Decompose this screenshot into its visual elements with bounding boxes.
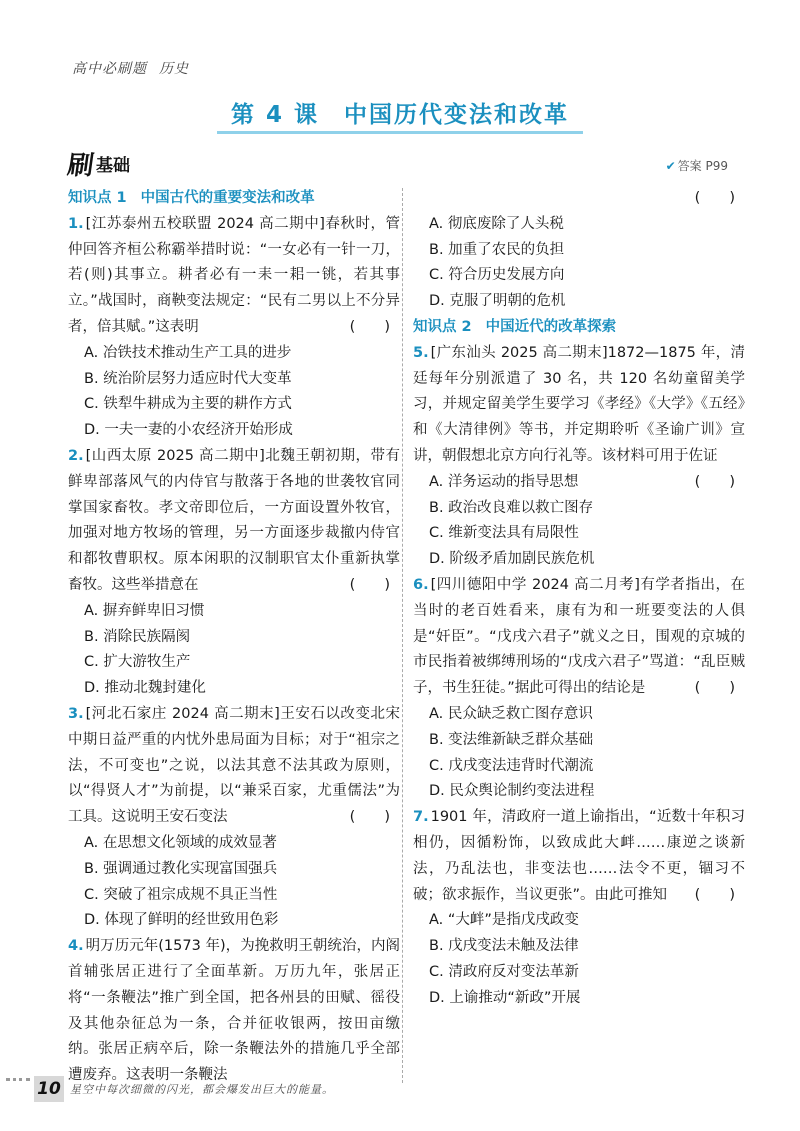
question-3 (68, 702, 400, 934)
question-text: 明万历元年(1573 年)，为挽救明王朝统治，内阁首辅张居正进行了全面革新。万历九年，张居正将“一条鞭法”推广到全国，把各州县的田赋、徭役及其他杂征总为一条，合并征收银两，按田亩缴纳。张居正病卒后，除一条鞭法外的措施几乎全部遭废弃。这表明一条鞭法 (68, 938, 400, 1084)
question-6 (413, 573, 745, 805)
check-icon: ✔ (665, 159, 676, 173)
option-b: B. 统治阶层努力适应时代大变革 (84, 370, 292, 387)
question-source: 四川德阳中学 2024 高二月考 (436, 576, 635, 593)
knowledge-point-1 (68, 186, 400, 212)
lesson-title (0, 96, 800, 134)
option-d: D. 民众舆论制约变法进程 (429, 783, 595, 800)
option-a: A. 彻底废除了人头税 (429, 215, 564, 232)
option-a: A. 洋务运动的指导思想 (429, 473, 579, 490)
kp-number: 知识点 2 (413, 318, 472, 335)
question-stem (68, 934, 400, 1089)
question-number: 1. (68, 215, 84, 232)
option-b: B. 戊戌变法未触及法律 (429, 938, 579, 955)
option-b: B. 政治改良难以救亡图存 (429, 499, 594, 516)
book-name: 高中必刷题 (72, 61, 147, 77)
option-a: A. 冶铁技术推动生产工具的进步 (84, 344, 292, 361)
knowledge-point-2 (413, 315, 745, 341)
option-d: D. 克服了明朝的危机 (429, 293, 566, 310)
kp-title: 中国古代的重要变法和改革 (140, 190, 315, 206)
option-d: D. 阶级矛盾加剧民族危机 (429, 551, 595, 568)
option-d: D. 推动北魏封建化 (84, 680, 206, 697)
question-number: 6. (413, 576, 429, 593)
running-head (72, 58, 201, 78)
question-text: 王安石以改变北宋中期日益严重的内忧外患局面为目标；对于“祖宗之法，不可变也”之说，以法其意不法其政为原则，以“得贤人才”为前提，以“兼采百家，尤重儒法”为工具。这说明王安石变法 (68, 705, 400, 826)
answer-bracket: ( ) (694, 473, 735, 490)
option-c: C. 突破了祖宗成规不具正当性 (84, 886, 278, 903)
question-text: 有学者指出，在当时的老百姓看来，康有为和一班要变法的人俱是“奸臣”。“戊戌六君子”就义之日，围观的京城的市民指着被绑缚刑场的“戊戌六君子”骂道：“乱臣贼子，书生狂徒。”据此可得出的结论是 (413, 576, 746, 697)
option-a: A. “大衅”是指戊戌政变 (429, 912, 579, 929)
left-column (68, 186, 400, 1089)
question-7 (413, 805, 745, 1011)
option-c: C. 维新变法具有局限性 (429, 525, 579, 542)
footer-dots (6, 1078, 30, 1085)
answer-reference (666, 157, 728, 174)
question-text: 1872—1875 年，清廷每年分别派遣了 30 名，共 120 名幼童留美学习，并规定留美学生要学习《孝经》《大学》《五经》和《大清律例》等书，并定期聆听《圣谕广训》宣讲，朝假想北京方向行礼等。该材料可用于佐证 (413, 344, 745, 464)
section-banner (65, 145, 131, 182)
lesson-title-text: 第 4 课 中国历代变法和改革 (217, 96, 583, 134)
answer-bracket: ( ) (349, 809, 390, 826)
answer-bracket: ( ) (349, 318, 390, 335)
answer-bracket: ( ) (694, 886, 735, 903)
question-number: 3. (68, 705, 84, 722)
option-b: B. 加重了农民的负担 (429, 241, 565, 258)
option-b: B. 强调通过教化实现富国强兵 (84, 860, 278, 877)
option-a: A. 摒弃鲜卑旧习惯 (84, 602, 205, 619)
option-c: C. 戊戌变法违背时代潮流 (429, 757, 594, 774)
option-b: B. 消除民族隔阂 (84, 628, 191, 645)
question-4 (68, 934, 400, 1089)
question-number: 4. (68, 938, 84, 955)
question-stem: 6. [四川德阳中学 2024 高二月考]有学者指出，在当时的老百姓看来，康有为和一班要变法的人俱是“奸臣”。“戊戌六君子”就义之日，围观的京城的市民指着被绑缚刑场的“戊戌六君子”骂道：“乱臣贼子，书生狂徒。”据此可得出的结论是 ( ) (413, 573, 745, 702)
section-brush-logo: 刷 (65, 151, 96, 181)
page-footer (0, 1068, 800, 1108)
question-number: 5. (413, 344, 429, 361)
option-c: C. 铁犁牛耕成为主要的耕作方式 (84, 396, 292, 413)
right-column (413, 186, 745, 1012)
question-source: 河北石家庄 2024 高二期末 (91, 705, 275, 722)
page-number: 10 (34, 1076, 64, 1102)
question-1 (68, 212, 400, 444)
question-4-continued (413, 186, 745, 315)
question-stem: 3. [河北石家庄 2024 高二期末]王安石以改变北宋中期日益严重的内忧外患局面为目标；对于“祖宗之法，不可变也”之说，以法其意不法其政为原则，以“得贤人才”为前提，以“兼采百家，尤重儒法”为工具。这说明王安石变法 ( ) (68, 702, 400, 831)
option-c: C. 符合历史发展方向 (429, 267, 565, 284)
question-source: 山西太原 2025 高二期中 (91, 447, 260, 464)
option-a: A. 在思想文化领域的成效显著 (84, 834, 277, 851)
answer-bracket: ( ) (349, 576, 390, 593)
option-d: D. 上谕推动“新政”开展 (429, 989, 581, 1006)
question-stem: 2. [山西太原 2025 高二期中]北魏王朝初期，带有鲜卑部落风气的内侍官与散落于各地的世袭牧官同掌国家畜牧。孝文帝即位后，一方面设置外牧官，加强对地方牧场的管理，另一方面逐步裁撤内侍官和都牧曹职权。原本闲职的汉制职官太仆重新执掌畜牧。这些举措意在 ( ) (68, 444, 400, 599)
question-number: 2. (68, 447, 84, 464)
footer-motto: 星空中每次细微的闪光，都会爆发出巨大的能量。 (70, 1083, 334, 1096)
question-source: 江苏泰州五校联盟 2024 高二期中 (91, 215, 320, 232)
column-divider (402, 188, 403, 1083)
subject-name: 历史 (159, 61, 189, 77)
answer-bracket: ( ) (694, 680, 735, 697)
option-d: D. 体现了鲜明的经世致用色彩 (84, 912, 279, 929)
answer-page-text: 答案 P99 (677, 159, 728, 173)
answer-bracket: ( ) (694, 190, 735, 206)
question-text: 北魏王朝初期，带有鲜卑部落风气的内侍官与散落于各地的世袭牧官同掌国家畜牧。孝文帝即位后，一方面设置外牧官，加强对地方牧场的管理，另一方面逐步裁撤内侍官和都牧曹职权。原本闲职的汉制职官太仆重新执掌畜牧。这些举措意在 (68, 447, 401, 593)
question-source: 广东汕头 2025 高二期末 (436, 344, 602, 361)
question-text: 春秋时，管仲回答齐桓公称霸举措时说：“一女必有一针一刀，若(则)其事立。耕者必有一耒一耜一铫，若其事立。”战国时，商鞅变法规定：“民有二男以上不分异者，倍其赋。”这表明 (68, 215, 400, 335)
option-d: D. 一夫一妻的小农经济开始形成 (84, 422, 293, 439)
question-number: 7. (413, 809, 429, 826)
option-c: C. 清政府反对变法革新 (429, 963, 579, 980)
question-stem: 1. [江苏泰州五校联盟 2024 高二期中]春秋时，管仲回答齐桓公称霸举措时说：“一女必有一针一刀，若(则)其事立。耕者必有一耒一耜一铫，若其事立。”战国时，商鞅变法规定：“民有二男以上不分异者，倍其赋。”这表明 ( ) (68, 212, 400, 341)
section-name: 基础 (96, 156, 131, 176)
question-2 (68, 444, 400, 702)
question-stem (413, 805, 745, 908)
question-stem: 5. [广东汕头 2025 高二期末]1872—1875 年，清廷每年分别派遣了 30 名，共 120 名幼童留美学习，并规定留美学生要学习《孝经》《大学》《五经》和《大清律例》等书，并定期聆听《圣谕广训》宣讲，朝假想北京方向行礼等。该材料可用于佐证 ( ) (413, 341, 745, 470)
kp-number: 知识点 1 (68, 190, 127, 206)
question-5 (413, 341, 745, 573)
option-c: C. 扩大游牧生产 (84, 654, 191, 671)
option-a: A. 民众缺乏救亡图存意识 (429, 705, 593, 722)
question-text: 1901 年，清政府一道上谕指出，“近数十年积习相仍，因循粉饰，以致成此大衅……康逆之谈新法，乃乱法也，非变法也……法令不更，锢习不破；欲求振作，当议更张”。由此可推知 (413, 809, 745, 903)
kp-title: 中国近代的改革探索 (485, 318, 617, 335)
option-b: B. 变法维新缺乏群众基础 (429, 731, 594, 748)
